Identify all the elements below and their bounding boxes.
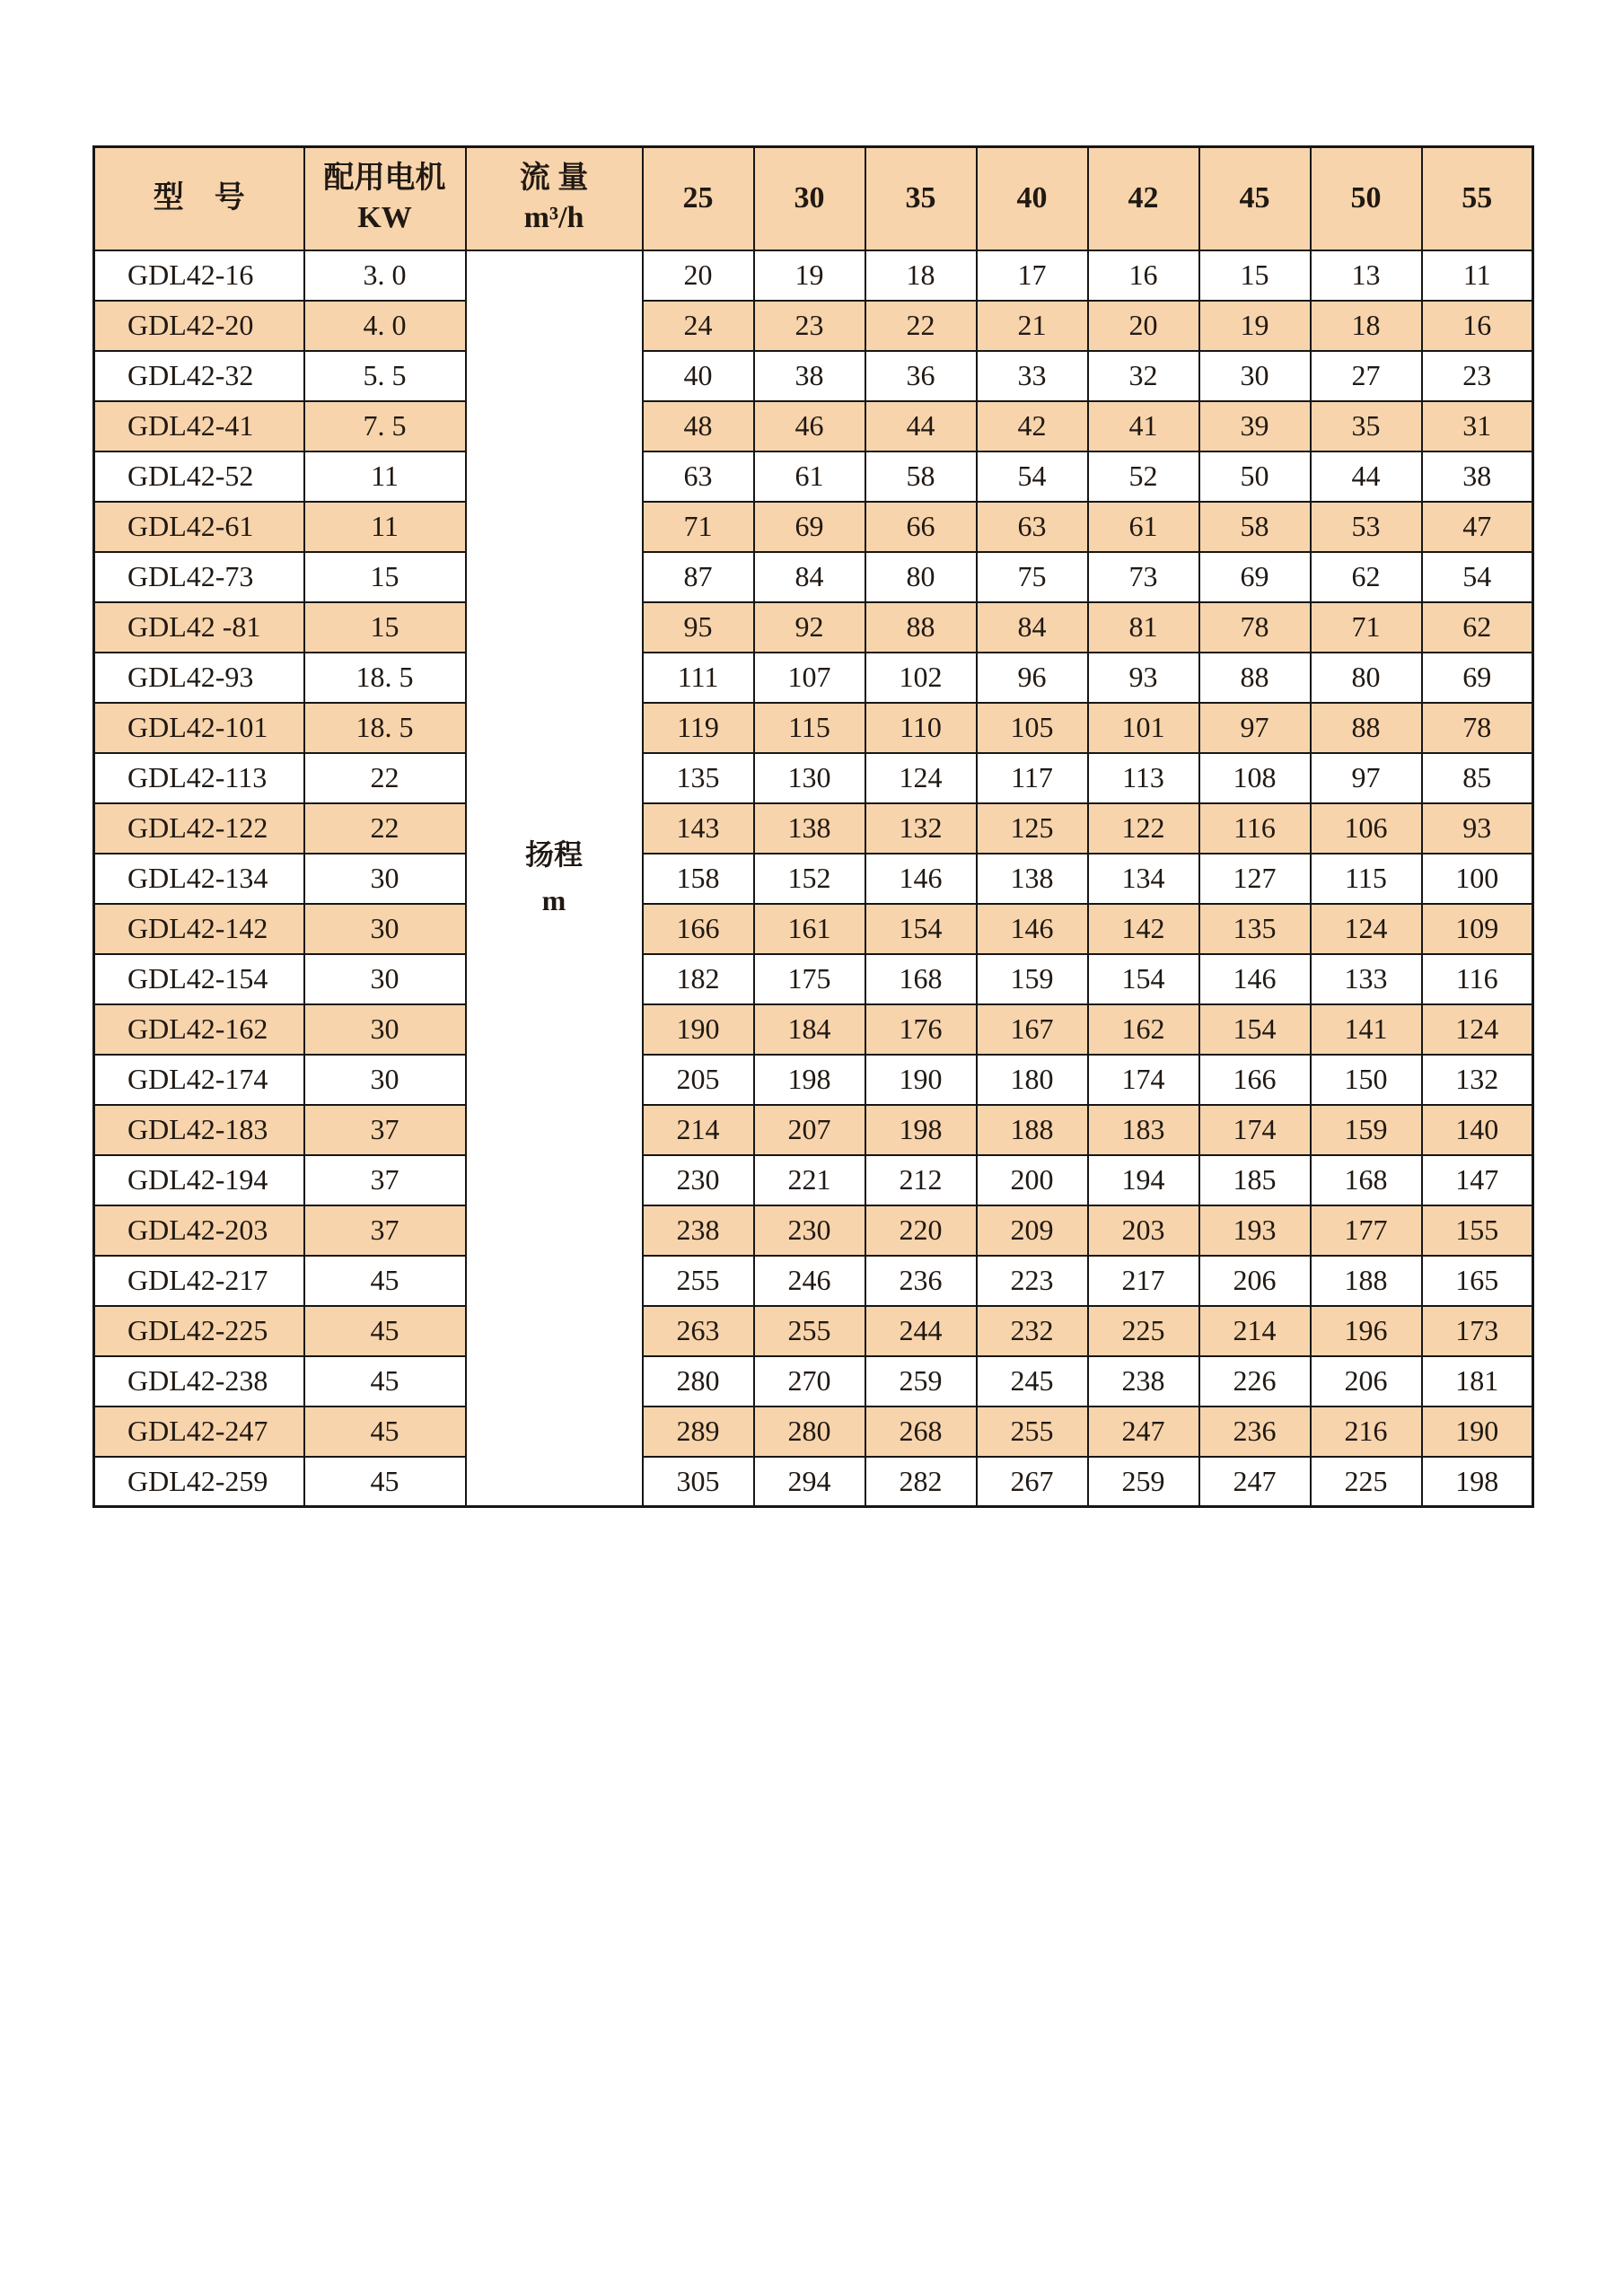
header-flow-label: 流 量 <box>519 162 589 196</box>
model-cell: GDL42-101 <box>94 703 304 753</box>
head-value-cell: 138 <box>754 803 865 854</box>
head-value-cell: 259 <box>1088 1457 1199 1507</box>
head-value-cell: 16 <box>1088 250 1199 301</box>
head-value-cell: 282 <box>865 1457 977 1507</box>
head-value-cell: 124 <box>1422 1004 1533 1055</box>
head-value-cell: 305 <box>643 1457 754 1507</box>
table-row <box>94 250 1533 301</box>
model-cell: GDL42-174 <box>94 1055 304 1105</box>
head-value-cell: 217 <box>1088 1256 1199 1306</box>
head-value-cell: 205 <box>643 1055 754 1105</box>
table-row <box>94 401 1533 451</box>
model-cell: GDL42-134 <box>94 854 304 904</box>
head-value-cell: 245 <box>977 1356 1088 1407</box>
head-value-cell: 46 <box>754 401 865 451</box>
header-motor-kw <box>304 147 466 250</box>
head-value-cell: 158 <box>643 854 754 904</box>
head-value-cell: 238 <box>643 1205 754 1256</box>
header-flow-unit: m³/h <box>523 201 584 235</box>
motor-kw-cell: 5. 5 <box>304 351 466 401</box>
table-row <box>94 854 1533 904</box>
model-cell: GDL42-52 <box>94 451 304 502</box>
head-value-cell: 246 <box>754 1256 865 1306</box>
motor-kw-cell: 11 <box>304 451 466 502</box>
head-value-cell: 61 <box>1088 502 1199 552</box>
head-value-cell: 154 <box>1199 1004 1311 1055</box>
table-row <box>94 301 1533 351</box>
head-value-cell: 101 <box>1088 703 1199 753</box>
head-value-cell: 75 <box>977 552 1088 602</box>
head-value-cell: 168 <box>1311 1155 1422 1205</box>
head-value-cell: 54 <box>977 451 1088 502</box>
model-cell: GDL42-238 <box>94 1356 304 1407</box>
head-value-cell: 230 <box>754 1205 865 1256</box>
table-row <box>94 451 1533 502</box>
table-row <box>94 1205 1533 1256</box>
head-value-cell: 138 <box>977 854 1088 904</box>
head-value-cell: 40 <box>643 351 754 401</box>
head-value-cell: 159 <box>977 954 1088 1004</box>
head-value-cell: 27 <box>1311 351 1422 401</box>
model-cell: GDL42-183 <box>94 1105 304 1155</box>
head-value-cell: 174 <box>1088 1055 1199 1105</box>
head-value-cell: 19 <box>1199 301 1311 351</box>
head-value-cell: 140 <box>1422 1105 1533 1155</box>
head-value-cell: 122 <box>1088 803 1199 854</box>
head-value-cell: 185 <box>1199 1155 1311 1205</box>
head-value-cell: 58 <box>1199 502 1311 552</box>
head-value-cell: 63 <box>643 451 754 502</box>
head-value-cell: 294 <box>754 1457 865 1507</box>
head-value-cell: 263 <box>643 1306 754 1356</box>
table-row <box>94 351 1533 401</box>
head-value-cell: 212 <box>865 1155 977 1205</box>
head-value-cell: 214 <box>1199 1306 1311 1356</box>
table-row <box>94 1457 1533 1507</box>
head-value-cell: 93 <box>1088 653 1199 703</box>
header-flow-col-30: 30 <box>754 147 865 250</box>
head-value-cell: 181 <box>1422 1356 1533 1407</box>
head-value-cell: 22 <box>865 301 977 351</box>
header-model <box>94 147 304 250</box>
head-value-cell: 106 <box>1311 803 1422 854</box>
head-value-cell: 23 <box>1422 351 1533 401</box>
header-row <box>94 147 1533 250</box>
head-value-cell: 18 <box>1311 301 1422 351</box>
motor-kw-cell: 18. 5 <box>304 653 466 703</box>
head-value-cell: 85 <box>1422 753 1533 803</box>
head-value-cell: 71 <box>1311 602 1422 653</box>
model-cell: GDL42-203 <box>94 1205 304 1256</box>
head-value-cell: 232 <box>977 1306 1088 1356</box>
head-value-cell: 165 <box>1422 1256 1533 1306</box>
header-motor-unit: KW <box>357 201 412 235</box>
head-value-cell: 50 <box>1199 451 1311 502</box>
head-value-cell: 289 <box>643 1407 754 1457</box>
head-value-cell: 11 <box>1422 250 1533 301</box>
head-value-cell: 142 <box>1088 904 1199 954</box>
head-value-cell: 20 <box>1088 301 1199 351</box>
head-value-cell: 135 <box>643 753 754 803</box>
head-value-cell: 190 <box>643 1004 754 1055</box>
motor-kw-cell: 30 <box>304 954 466 1004</box>
head-value-cell: 280 <box>643 1356 754 1407</box>
head-value-cell: 220 <box>865 1205 977 1256</box>
head-value-cell: 177 <box>1311 1205 1422 1256</box>
model-cell: GDL42-16 <box>94 250 304 301</box>
head-value-cell: 166 <box>643 904 754 954</box>
head-value-cell: 247 <box>1199 1457 1311 1507</box>
head-value-cell: 36 <box>865 351 977 401</box>
head-value-cell: 69 <box>754 502 865 552</box>
motor-kw-cell: 37 <box>304 1105 466 1155</box>
head-value-cell: 146 <box>977 904 1088 954</box>
head-value-cell: 200 <box>977 1155 1088 1205</box>
head-value-cell: 175 <box>754 954 865 1004</box>
head-value-cell: 166 <box>1199 1055 1311 1105</box>
header-flow-col-35: 35 <box>865 147 977 250</box>
head-value-cell: 19 <box>754 250 865 301</box>
head-value-cell: 80 <box>865 552 977 602</box>
head-value-cell: 38 <box>754 351 865 401</box>
head-value-cell: 17 <box>977 250 1088 301</box>
head-value-cell: 125 <box>977 803 1088 854</box>
head-value-cell: 54 <box>1422 552 1533 602</box>
head-value-cell: 154 <box>865 904 977 954</box>
head-value-cell: 38 <box>1422 451 1533 502</box>
head-value-cell: 110 <box>865 703 977 753</box>
model-cell: GDL42-194 <box>94 1155 304 1205</box>
head-value-cell: 146 <box>865 854 977 904</box>
head-value-cell: 97 <box>1199 703 1311 753</box>
head-value-cell: 39 <box>1199 401 1311 451</box>
head-value-cell: 116 <box>1199 803 1311 854</box>
head-value-cell: 119 <box>643 703 754 753</box>
head-value-cell: 216 <box>1311 1407 1422 1457</box>
model-cell: GDL42-41 <box>94 401 304 451</box>
table-row <box>94 602 1533 653</box>
header-flow-col-42: 42 <box>1088 147 1199 250</box>
model-cell: GDL42-32 <box>94 351 304 401</box>
head-value-cell: 268 <box>865 1407 977 1457</box>
head-value-cell: 100 <box>1422 854 1533 904</box>
head-value-cell: 18 <box>865 250 977 301</box>
head-value-cell: 188 <box>977 1105 1088 1155</box>
head-value-cell: 132 <box>1422 1055 1533 1105</box>
head-value-cell: 23 <box>754 301 865 351</box>
head-value-cell: 117 <box>977 753 1088 803</box>
head-value-cell: 44 <box>865 401 977 451</box>
head-value-cell: 167 <box>977 1004 1088 1055</box>
head-value-cell: 198 <box>1422 1457 1533 1507</box>
head-value-cell: 221 <box>754 1155 865 1205</box>
table-row <box>94 753 1533 803</box>
head-value-cell: 255 <box>754 1306 865 1356</box>
head-value-cell: 42 <box>977 401 1088 451</box>
head-value-cell: 190 <box>1422 1407 1533 1457</box>
head-value-cell: 87 <box>643 552 754 602</box>
header-flow-col-55: 55 <box>1422 147 1533 250</box>
motor-kw-cell: 37 <box>304 1205 466 1256</box>
head-value-cell: 88 <box>1199 653 1311 703</box>
model-cell: GDL42-217 <box>94 1256 304 1306</box>
motor-kw-cell: 22 <box>304 803 466 854</box>
head-value-cell: 30 <box>1199 351 1311 401</box>
table-body <box>94 250 1533 1507</box>
head-value-cell: 84 <box>977 602 1088 653</box>
head-value-cell: 182 <box>643 954 754 1004</box>
model-cell: GDL42-20 <box>94 301 304 351</box>
head-value-cell: 198 <box>865 1105 977 1155</box>
head-label-line: m <box>541 884 566 917</box>
head-value-cell: 53 <box>1311 502 1422 552</box>
head-value-cell: 16 <box>1422 301 1533 351</box>
head-value-cell: 143 <box>643 803 754 854</box>
head-value-cell: 93 <box>1422 803 1533 854</box>
head-value-cell: 115 <box>754 703 865 753</box>
head-value-cell: 71 <box>643 502 754 552</box>
head-value-cell: 96 <box>977 653 1088 703</box>
head-value-cell: 236 <box>865 1256 977 1306</box>
head-value-cell: 63 <box>977 502 1088 552</box>
motor-kw-cell: 45 <box>304 1256 466 1306</box>
head-value-cell: 223 <box>977 1256 1088 1306</box>
head-value-cell: 124 <box>865 753 977 803</box>
motor-kw-cell: 45 <box>304 1306 466 1356</box>
table-row <box>94 703 1533 753</box>
motor-kw-cell: 4. 0 <box>304 301 466 351</box>
head-value-cell: 32 <box>1088 351 1199 401</box>
motor-kw-cell: 37 <box>304 1155 466 1205</box>
head-value-cell: 21 <box>977 301 1088 351</box>
table-row <box>94 954 1533 1004</box>
head-value-cell: 35 <box>1311 401 1422 451</box>
head-value-cell: 81 <box>1088 602 1199 653</box>
head-value-cell: 92 <box>754 602 865 653</box>
head-value-cell: 267 <box>977 1457 1088 1507</box>
head-value-cell: 174 <box>1199 1105 1311 1155</box>
header-flow-col-40: 40 <box>977 147 1088 250</box>
head-value-cell: 24 <box>643 301 754 351</box>
header-flow <box>466 147 643 250</box>
head-value-cell: 69 <box>1422 653 1533 703</box>
motor-kw-cell: 45 <box>304 1356 466 1407</box>
model-cell: GDL42-122 <box>94 803 304 854</box>
head-value-cell: 168 <box>865 954 977 1004</box>
head-value-cell: 150 <box>1311 1055 1422 1105</box>
table-row <box>94 1256 1533 1306</box>
table-row <box>94 1407 1533 1457</box>
head-value-cell: 31 <box>1422 401 1533 451</box>
head-value-cell: 127 <box>1199 854 1311 904</box>
motor-kw-cell: 22 <box>304 753 466 803</box>
head-value-cell: 225 <box>1311 1457 1422 1507</box>
head-value-cell: 180 <box>977 1055 1088 1105</box>
model-cell: GDL42-73 <box>94 552 304 602</box>
model-cell: GDL42-113 <box>94 753 304 803</box>
head-value-cell: 226 <box>1199 1356 1311 1407</box>
model-cell: GDL42-142 <box>94 904 304 954</box>
pump-spec-table <box>92 145 1534 1508</box>
motor-kw-cell: 30 <box>304 1055 466 1105</box>
head-value-cell: 206 <box>1311 1356 1422 1407</box>
head-value-cell: 73 <box>1088 552 1199 602</box>
head-value-cell: 113 <box>1088 753 1199 803</box>
head-value-cell: 48 <box>643 401 754 451</box>
head-value-cell: 193 <box>1199 1205 1311 1256</box>
head-value-cell: 147 <box>1422 1155 1533 1205</box>
head-value-cell: 78 <box>1199 602 1311 653</box>
header-flow-col-45: 45 <box>1199 147 1311 250</box>
head-value-cell: 97 <box>1311 753 1422 803</box>
head-value-cell: 41 <box>1088 401 1199 451</box>
head-value-cell: 111 <box>643 653 754 703</box>
head-value-cell: 280 <box>754 1407 865 1457</box>
head-value-cell: 105 <box>977 703 1088 753</box>
head-value-cell: 196 <box>1311 1306 1422 1356</box>
header-model-label: 型 号 <box>153 181 245 215</box>
head-value-cell: 84 <box>754 552 865 602</box>
head-value-cell: 44 <box>1311 451 1422 502</box>
head-value-cell: 95 <box>643 602 754 653</box>
motor-kw-cell: 30 <box>304 904 466 954</box>
model-cell: GDL42-93 <box>94 653 304 703</box>
table-row <box>94 803 1533 854</box>
head-value-cell: 154 <box>1088 954 1199 1004</box>
motor-kw-cell: 18. 5 <box>304 703 466 753</box>
head-value-cell: 159 <box>1311 1105 1422 1155</box>
head-value-cell: 62 <box>1311 552 1422 602</box>
motor-kw-cell: 15 <box>304 552 466 602</box>
head-value-cell: 176 <box>865 1004 977 1055</box>
motor-kw-cell: 3. 0 <box>304 250 466 301</box>
head-value-cell: 270 <box>754 1356 865 1407</box>
head-value-cell: 198 <box>754 1055 865 1105</box>
model-cell: GDL42-259 <box>94 1457 304 1507</box>
table-row <box>94 1055 1533 1105</box>
table-row <box>94 653 1533 703</box>
model-cell: GDL42-162 <box>94 1004 304 1055</box>
head-value-cell: 13 <box>1311 250 1422 301</box>
head-value-cell: 115 <box>1311 854 1422 904</box>
head-value-cell: 155 <box>1422 1205 1533 1256</box>
head-value-cell: 69 <box>1199 552 1311 602</box>
table-row <box>94 1155 1533 1205</box>
motor-kw-cell: 30 <box>304 1004 466 1055</box>
head-value-cell: 58 <box>865 451 977 502</box>
head-value-cell: 62 <box>1422 602 1533 653</box>
motor-kw-cell: 30 <box>304 854 466 904</box>
head-value-cell: 134 <box>1088 854 1199 904</box>
head-value-cell: 214 <box>643 1105 754 1155</box>
head-value-cell: 173 <box>1422 1306 1533 1356</box>
head-value-cell: 162 <box>1088 1004 1199 1055</box>
head-value-cell: 135 <box>1199 904 1311 954</box>
header-motor-label: 配用电机 <box>323 162 446 196</box>
head-value-cell: 146 <box>1199 954 1311 1004</box>
head-label-line: 扬程 <box>524 838 583 872</box>
head-value-cell: 203 <box>1088 1205 1199 1256</box>
model-cell: GDL42-61 <box>94 502 304 552</box>
head-value-cell: 194 <box>1088 1155 1199 1205</box>
head-value-cell: 152 <box>754 854 865 904</box>
head-value-cell: 107 <box>754 653 865 703</box>
head-value-cell: 116 <box>1422 954 1533 1004</box>
head-value-cell: 141 <box>1311 1004 1422 1055</box>
head-value-cell: 207 <box>754 1105 865 1155</box>
head-value-cell: 66 <box>865 502 977 552</box>
head-value-cell: 109 <box>1422 904 1533 954</box>
head-value-cell: 130 <box>754 753 865 803</box>
head-value-cell: 255 <box>977 1407 1088 1457</box>
table-row <box>94 1356 1533 1407</box>
table-row <box>94 1004 1533 1055</box>
head-value-cell: 236 <box>1199 1407 1311 1457</box>
header-flow-col-50: 50 <box>1311 147 1422 250</box>
head-value-cell: 88 <box>865 602 977 653</box>
motor-kw-cell: 7. 5 <box>304 401 466 451</box>
motor-kw-cell: 45 <box>304 1457 466 1507</box>
table-row <box>94 904 1533 954</box>
table-row <box>94 502 1533 552</box>
head-value-cell: 238 <box>1088 1356 1199 1407</box>
model-cell: GDL42-247 <box>94 1407 304 1457</box>
model-cell: GDL42 -81 <box>94 602 304 653</box>
head-value-cell: 52 <box>1088 451 1199 502</box>
head-value-cell: 80 <box>1311 653 1422 703</box>
table-row <box>94 1306 1533 1356</box>
head-value-cell: 188 <box>1311 1256 1422 1306</box>
head-value-cell: 255 <box>643 1256 754 1306</box>
head-value-cell: 133 <box>1311 954 1422 1004</box>
head-value-cell: 230 <box>643 1155 754 1205</box>
head-value-cell: 190 <box>865 1055 977 1105</box>
table-row <box>94 1105 1533 1155</box>
head-value-cell: 33 <box>977 351 1088 401</box>
motor-kw-cell: 15 <box>304 602 466 653</box>
header-flow-col-25: 25 <box>643 147 754 250</box>
head-value-cell: 247 <box>1088 1407 1199 1457</box>
table-row <box>94 552 1533 602</box>
motor-kw-cell: 11 <box>304 502 466 552</box>
head-value-cell: 161 <box>754 904 865 954</box>
head-value-cell: 61 <box>754 451 865 502</box>
head-value-cell: 124 <box>1311 904 1422 954</box>
head-value-cell: 209 <box>977 1205 1088 1256</box>
head-value-cell: 102 <box>865 653 977 703</box>
head-value-cell: 108 <box>1199 753 1311 803</box>
model-cell: GDL42-225 <box>94 1306 304 1356</box>
head-value-cell: 259 <box>865 1356 977 1407</box>
motor-kw-cell: 45 <box>304 1407 466 1457</box>
head-value-cell: 78 <box>1422 703 1533 753</box>
head-value-cell: 225 <box>1088 1306 1199 1356</box>
head-value-cell: 20 <box>643 250 754 301</box>
head-value-cell: 206 <box>1199 1256 1311 1306</box>
head-value-cell: 15 <box>1199 250 1311 301</box>
head-merged-cell <box>466 250 643 1507</box>
head-value-cell: 132 <box>865 803 977 854</box>
model-cell: GDL42-154 <box>94 954 304 1004</box>
head-value-cell: 244 <box>865 1306 977 1356</box>
head-value-cell: 47 <box>1422 502 1533 552</box>
head-value-cell: 183 <box>1088 1105 1199 1155</box>
head-value-cell: 184 <box>754 1004 865 1055</box>
head-value-cell: 88 <box>1311 703 1422 753</box>
